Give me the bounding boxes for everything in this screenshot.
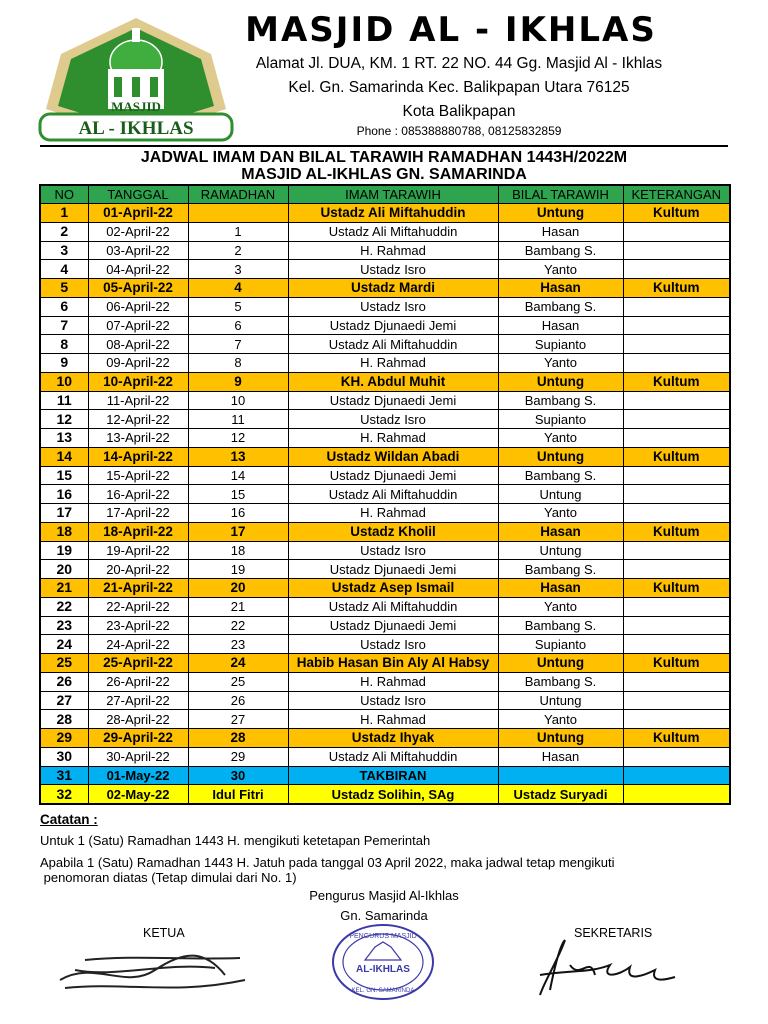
cell-imam: H. Rahmad [288,429,498,448]
cell-note: Kultum [623,447,730,466]
cell-date: 09-April-22 [88,354,188,373]
cell-imam: Ustadz Isro [288,635,498,654]
cell-bilal: Bambang S. [498,466,623,485]
header-imam: IMAM TARAWIH [288,185,498,204]
chairman-signature [55,940,255,1000]
cell-ramadhan: 4 [188,279,288,298]
table-row [40,672,730,691]
cell-no: 7 [40,316,88,335]
table-row [40,560,730,579]
cell-imam: H. Rahmad [288,241,498,260]
cell-ramadhan: Idul Fitri [188,785,288,804]
cell-bilal: Untung [498,654,623,673]
cell-note [623,766,730,785]
cell-imam: Ustadz Wildan Abadi [288,447,498,466]
cell-date: 13-April-22 [88,429,188,448]
cell-no: 32 [40,785,88,804]
notes-title: Catatan : [40,812,98,827]
cell-date: 22-April-22 [88,597,188,616]
cell-imam: Ustadz Ali Miftahuddin [288,222,498,241]
cell-bilal: Ustadz Suryadi [498,785,623,804]
cell-imam: Ustadz Isro [288,410,498,429]
table-row [40,279,730,298]
cell-note: Kultum [623,372,730,391]
cell-ramadhan: 20 [188,579,288,598]
signature-place: Gn. Samarinda [340,908,428,923]
cell-imam: Ustadz Djunaedi Jemi [288,316,498,335]
table-row [40,354,730,373]
cell-no: 13 [40,429,88,448]
address-line-1: Alamat Jl. DUA, KM. 1 RT. 22 NO. 44 Gg. Masjid Al - Ikhlas [255,55,663,72]
cell-ramadhan: 8 [188,354,288,373]
table-row [40,766,730,785]
cell-date: 23-April-22 [88,616,188,635]
cell-no: 25 [40,654,88,673]
cell-ramadhan: 10 [188,391,288,410]
cell-note: Kultum [623,279,730,298]
cell-no: 18 [40,522,88,541]
cell-note [623,354,730,373]
cell-ramadhan: 1 [188,222,288,241]
cell-ramadhan: 2 [188,241,288,260]
cell-ramadhan: 7 [188,335,288,354]
cell-ramadhan: 26 [188,691,288,710]
cell-imam: H. Rahmad [288,672,498,691]
table-row [40,691,730,710]
cell-bilal: Yanto [498,354,623,373]
table-row [40,522,730,541]
cell-bilal: Supianto [498,335,623,354]
cell-ramadhan: 12 [188,429,288,448]
table-row [40,654,730,673]
table-row [40,635,730,654]
cell-imam: Ustadz Kholil [288,522,498,541]
table-row [40,597,730,616]
table-header-row [40,185,730,204]
cell-no: 24 [40,635,88,654]
cell-ramadhan: 22 [188,616,288,635]
cell-date: 14-April-22 [88,447,188,466]
table-row [40,747,730,766]
cell-ramadhan: 3 [188,260,288,279]
cell-imam: TAKBIRAN [288,766,498,785]
cell-note [623,429,730,448]
cell-date: 02-April-22 [88,222,188,241]
cell-ramadhan: 30 [188,766,288,785]
table-row [40,391,730,410]
cell-ramadhan: 14 [188,466,288,485]
cell-ramadhan: 16 [188,504,288,523]
cell-bilal: Hasan [498,747,623,766]
cell-note: Kultum [623,579,730,598]
svg-text:KEL. GN. SAMARINDA: KEL. GN. SAMARINDA [351,988,415,994]
cell-date: 05-April-22 [88,279,188,298]
cell-note [623,710,730,729]
header-bilal: BILAL TARAWIH [498,185,623,204]
cell-date: 25-April-22 [88,654,188,673]
table-row [40,335,730,354]
chairman-label: KETUA [143,926,185,940]
cell-bilal: Untung [498,204,623,223]
table-row [40,466,730,485]
cell-no: 4 [40,260,88,279]
cell-bilal: Yanto [498,504,623,523]
cell-imam: Ustadz Isro [288,297,498,316]
cell-bilal: Supianto [498,410,623,429]
cell-ramadhan: 27 [188,710,288,729]
cell-note [623,616,730,635]
cell-note [623,466,730,485]
cell-ramadhan: 24 [188,654,288,673]
cell-date: 30-April-22 [88,747,188,766]
cell-bilal: Untung [498,485,623,504]
cell-no: 26 [40,672,88,691]
cell-no: 3 [40,241,88,260]
cell-no: 2 [40,222,88,241]
cell-bilal: Untung [498,691,623,710]
cell-date: 10-April-22 [88,372,188,391]
header-rule [40,145,728,147]
cell-bilal: Bambang S. [498,560,623,579]
cell-ramadhan: 19 [188,560,288,579]
header-ramadhan: RAMADHAN [188,185,288,204]
table-row [40,504,730,523]
cell-imam: Ustadz Ali Miftahuddin [288,204,498,223]
svg-text:AL-IKHLAS: AL-IKHLAS [356,964,410,975]
cell-imam: Ustadz Djunaedi Jemi [288,391,498,410]
cell-imam: H. Rahmad [288,354,498,373]
cell-date: 03-April-22 [88,241,188,260]
table-row [40,616,730,635]
cell-note: Kultum [623,729,730,748]
cell-no: 6 [40,297,88,316]
cell-no: 9 [40,354,88,373]
cell-ramadhan: 17 [188,522,288,541]
cell-date: 06-April-22 [88,297,188,316]
cell-no: 30 [40,747,88,766]
signature-org: Pengurus Masjid Al-Ikhlas [309,888,459,903]
table-row [40,410,730,429]
cell-imam: H. Rahmad [288,710,498,729]
cell-date: 11-April-22 [88,391,188,410]
cell-imam: KH. Abdul Muhit [288,372,498,391]
address-line-3: Kota Balikpapan [402,103,516,120]
cell-ramadhan: 28 [188,729,288,748]
cell-no: 1 [40,204,88,223]
cell-note [623,260,730,279]
cell-no: 11 [40,391,88,410]
cell-date: 04-April-22 [88,260,188,279]
mosque-stamp [330,922,436,1002]
table-row [40,241,730,260]
cell-imam: Ustadz Ihyak [288,729,498,748]
cell-date: 07-April-22 [88,316,188,335]
cell-no: 17 [40,504,88,523]
table-row [40,785,730,804]
cell-note [623,672,730,691]
cell-bilal: Untung [498,729,623,748]
cell-no: 5 [40,279,88,298]
table-row [40,204,730,223]
cell-note [623,410,730,429]
table-row [40,316,730,335]
cell-bilal: Untung [498,447,623,466]
cell-no: 27 [40,691,88,710]
cell-ramadhan [188,204,288,223]
cell-bilal: Yanto [498,710,623,729]
cell-ramadhan: 9 [188,372,288,391]
cell-note [623,747,730,766]
table-row [40,297,730,316]
cell-note [623,504,730,523]
schedule-title: JADWAL IMAM DAN BILAL TARAWIH RAMADHAN 1443H/2022M [140,149,628,166]
cell-date: 20-April-22 [88,560,188,579]
table-row [40,710,730,729]
table-row [40,447,730,466]
table-row [40,579,730,598]
cell-imam: Ustadz Ali Miftahuddin [288,335,498,354]
table-row [40,485,730,504]
cell-note [623,335,730,354]
cell-ramadhan: 6 [188,316,288,335]
cell-date: 28-April-22 [88,710,188,729]
cell-date: 02-May-22 [88,785,188,804]
cell-no: 14 [40,447,88,466]
cell-imam: Ustadz Ali Miftahuddin [288,597,498,616]
cell-no: 22 [40,597,88,616]
cell-bilal: Hasan [498,522,623,541]
table-row [40,222,730,241]
cell-note [623,560,730,579]
cell-note: Kultum [623,204,730,223]
table-row [40,260,730,279]
cell-ramadhan: 18 [188,541,288,560]
cell-bilal: Hasan [498,279,623,298]
cell-imam: Ustadz Djunaedi Jemi [288,560,498,579]
cell-ramadhan: 25 [188,672,288,691]
cell-note: Kultum [623,522,730,541]
cell-bilal: Yanto [498,429,623,448]
cell-ramadhan: 21 [188,597,288,616]
cell-bilal: Hasan [498,316,623,335]
cell-note [623,635,730,654]
cell-bilal: Hasan [498,579,623,598]
cell-note [623,241,730,260]
cell-imam: Ustadz Isro [288,541,498,560]
notes-line-3: penomoran diatas (Tetap dimulai dari No. 1) [40,870,297,885]
cell-ramadhan: 15 [188,485,288,504]
cell-no: 29 [40,729,88,748]
cell-imam: Ustadz Ali Miftahuddin [288,747,498,766]
cell-note [623,691,730,710]
schedule-subtitle: MASJID AL-IKHLAS GN. SAMARINDA [241,166,527,183]
cell-date: 18-April-22 [88,522,188,541]
cell-date: 27-April-22 [88,691,188,710]
cell-imam: Ustadz Isro [288,691,498,710]
phone-line: Phone : 085388880788, 08125832859 [356,124,562,138]
cell-ramadhan: 11 [188,410,288,429]
cell-date: 17-April-22 [88,504,188,523]
cell-imam: H. Rahmad [288,504,498,523]
cell-ramadhan: 13 [188,447,288,466]
cell-bilal: Hasan [498,222,623,241]
cell-date: 19-April-22 [88,541,188,560]
cell-date: 15-April-22 [88,466,188,485]
svg-text:PENGURUS MASJID: PENGURUS MASJID [349,933,417,940]
logo-text-bottom: AL - IKHLAS [78,118,194,139]
cell-note [623,485,730,504]
cell-no: 19 [40,541,88,560]
logo-text-top: MASJID [111,99,161,114]
mosque-logo [36,14,236,144]
cell-bilal: Bambang S. [498,297,623,316]
table-row [40,372,730,391]
cell-ramadhan: 23 [188,635,288,654]
cell-no: 10 [40,372,88,391]
cell-date: 21-April-22 [88,579,188,598]
notes-line-2: Apabila 1 (Satu) Ramadhan 1443 H. Jatuh pada tanggal 03 April 2022, maka jadwal tetap mengikuti [40,855,615,870]
cell-no: 20 [40,560,88,579]
header-no: NO [40,185,88,204]
table-row [40,429,730,448]
table-row [40,729,730,748]
cell-no: 23 [40,616,88,635]
cell-date: 26-April-22 [88,672,188,691]
cell-imam: Ustadz Asep Ismail [288,579,498,598]
cell-date: 01-April-22 [88,204,188,223]
header-date: TANGGAL [88,185,188,204]
cell-bilal: Bambang S. [498,391,623,410]
cell-imam: Ustadz Djunaedi Jemi [288,616,498,635]
cell-no: 31 [40,766,88,785]
cell-note: Kultum [623,654,730,673]
cell-bilal: Untung [498,372,623,391]
cell-ramadhan: 5 [188,297,288,316]
cell-bilal [498,766,623,785]
cell-bilal: Bambang S. [498,241,623,260]
cell-bilal: Yanto [498,597,623,616]
cell-no: 8 [40,335,88,354]
table-row [40,541,730,560]
cell-imam: Habib Hasan Bin Aly Al Habsy [288,654,498,673]
header-note: KETERANGAN [623,185,730,204]
cell-imam: Ustadz Ali Miftahuddin [288,485,498,504]
cell-no: 21 [40,579,88,598]
cell-note [623,597,730,616]
secretary-label: SEKRETARIS [574,926,653,940]
cell-date: 12-April-22 [88,410,188,429]
cell-note [623,391,730,410]
cell-no: 15 [40,466,88,485]
cell-bilal: Untung [498,541,623,560]
cell-date: 24-April-22 [88,635,188,654]
cell-date: 08-April-22 [88,335,188,354]
cell-note [623,316,730,335]
cell-imam: Ustadz Solihin, SAg [288,785,498,804]
cell-date: 16-April-22 [88,485,188,504]
cell-note [623,222,730,241]
cell-no: 16 [40,485,88,504]
cell-note [623,541,730,560]
cell-imam: Ustadz Mardi [288,279,498,298]
cell-bilal: Bambang S. [498,616,623,635]
cell-date: 29-April-22 [88,729,188,748]
cell-note [623,785,730,804]
mosque-name-title: MASJID AL - IKHLAS [245,10,657,50]
cell-bilal: Bambang S. [498,672,623,691]
cell-imam: Ustadz Isro [288,260,498,279]
cell-ramadhan: 29 [188,747,288,766]
notes-line-1: Untuk 1 (Satu) Ramadhan 1443 H. mengikuti ketetapan Pemerintah [40,833,431,848]
cell-date: 01-May-22 [88,766,188,785]
cell-no: 12 [40,410,88,429]
address-line-2: Kel. Gn. Samarinda Kec. Balikpapan Utara 76125 [288,79,630,96]
cell-note [623,297,730,316]
cell-no: 28 [40,710,88,729]
cell-bilal: Yanto [498,260,623,279]
cell-bilal: Supianto [498,635,623,654]
secretary-signature [530,935,680,1000]
schedule-table [39,184,731,805]
cell-imam: Ustadz Djunaedi Jemi [288,466,498,485]
